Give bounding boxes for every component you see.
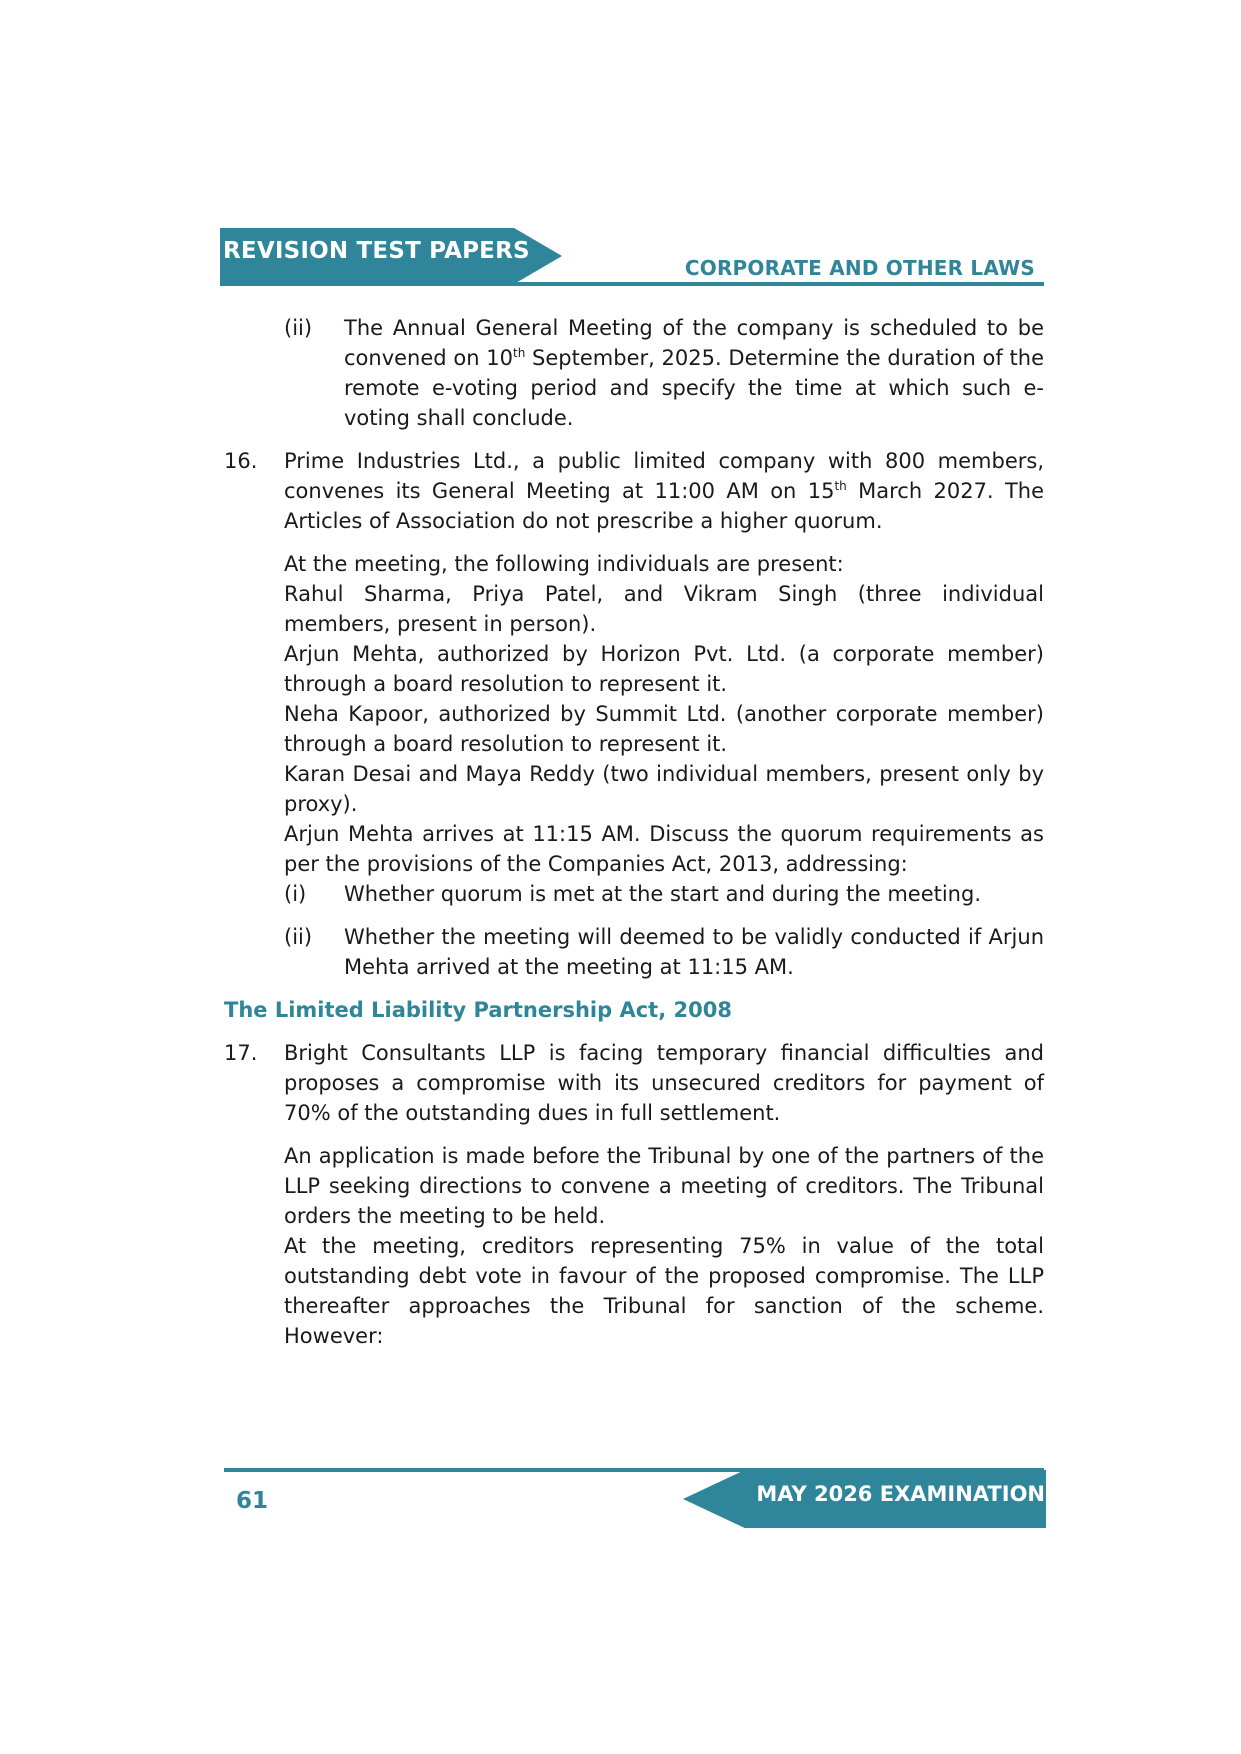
header-subject: CORPORATE AND OTHER LAWS xyxy=(684,256,1035,280)
header-rule xyxy=(220,282,1044,286)
sub-question-text: Whether the meeting will deemed to be validly conducted if Arjun Mehta arrived at the meeting at 11:15 AM. xyxy=(344,925,1044,979)
question-text: Prime Industries Ltd., a public limited company with 800 members, convenes its General Meeting at 11:00 AM on 15th March 2027. The Articles of Association do not prescribe a higher quorum. xyxy=(284,449,1045,533)
footer-exam-label: MAY 2026 EXAMINATION xyxy=(756,1482,1045,1506)
sub-question-text: The Annual General Meeting of the company is scheduled to be convened on 10th September, 2025. Determine the duration of the remote e-voting period and specify the time at which such e-voting shall conclude. xyxy=(344,316,1044,430)
sub-question-text: Whether quorum is met at the start and during the meeting. xyxy=(344,882,981,906)
sub-question-number: (ii) xyxy=(284,925,313,949)
question-paragraph: Karan Desai and Maya Reddy (two individual members, present only by proxy). xyxy=(284,762,1044,816)
question-paragraph: An application is made before the Tribunal by one of the partners of the LLP seeking directions to convene a meeting of creditors. The Tribunal orders the meeting to be held. xyxy=(284,1144,1044,1228)
question-paragraph: At the meeting, creditors representing 75% in value of the total outstanding debt vote in favour of the proposed compromise. The LLP thereafter approaches the Tribunal for sanction of the scheme. However: xyxy=(284,1234,1044,1348)
question-text: Bright Consultants LLP is facing temporary financial difficulties and proposes a compromise with its unsecured creditors for payment of 70% of the outstanding dues in full settlement. xyxy=(284,1041,1044,1125)
question-paragraph: Arjun Mehta arrives at 11:15 AM. Discuss the quorum requirements as per the provisions of the Companies Act, 2013, addressing: xyxy=(284,822,1044,876)
header-title: REVISION TEST PAPERS xyxy=(223,238,530,264)
sub-question-number: (ii) xyxy=(284,316,313,340)
section-heading: The Limited Liability Partnership Act, 2008 xyxy=(224,998,732,1022)
page-number: 61 xyxy=(236,1488,269,1514)
question-paragraph: Rahul Sharma, Priya Patel, and Vikram Singh (three individual members, present in person). xyxy=(284,582,1044,636)
question-16 xyxy=(224,446,1044,536)
question-paragraph: Neha Kapoor, authorized by Summit Ltd. (another corporate member) through a board resolution to represent it. xyxy=(284,702,1044,756)
question-17 xyxy=(224,1038,1044,1128)
page-content xyxy=(224,313,1044,1351)
question-number: 16. xyxy=(224,449,258,473)
question-number: 17. xyxy=(224,1041,258,1065)
sub-question-ii-carryover xyxy=(224,313,1044,433)
sub-question-i xyxy=(224,879,1044,909)
sub-question-number: (i) xyxy=(284,882,307,906)
sub-question-ii xyxy=(224,922,1044,982)
question-paragraph: Arjun Mehta, authorized by Horizon Pvt. Ltd. (a corporate member) through a board resolution to represent it. xyxy=(284,642,1044,696)
question-paragraph: At the meeting, the following individuals are present: xyxy=(284,552,844,576)
